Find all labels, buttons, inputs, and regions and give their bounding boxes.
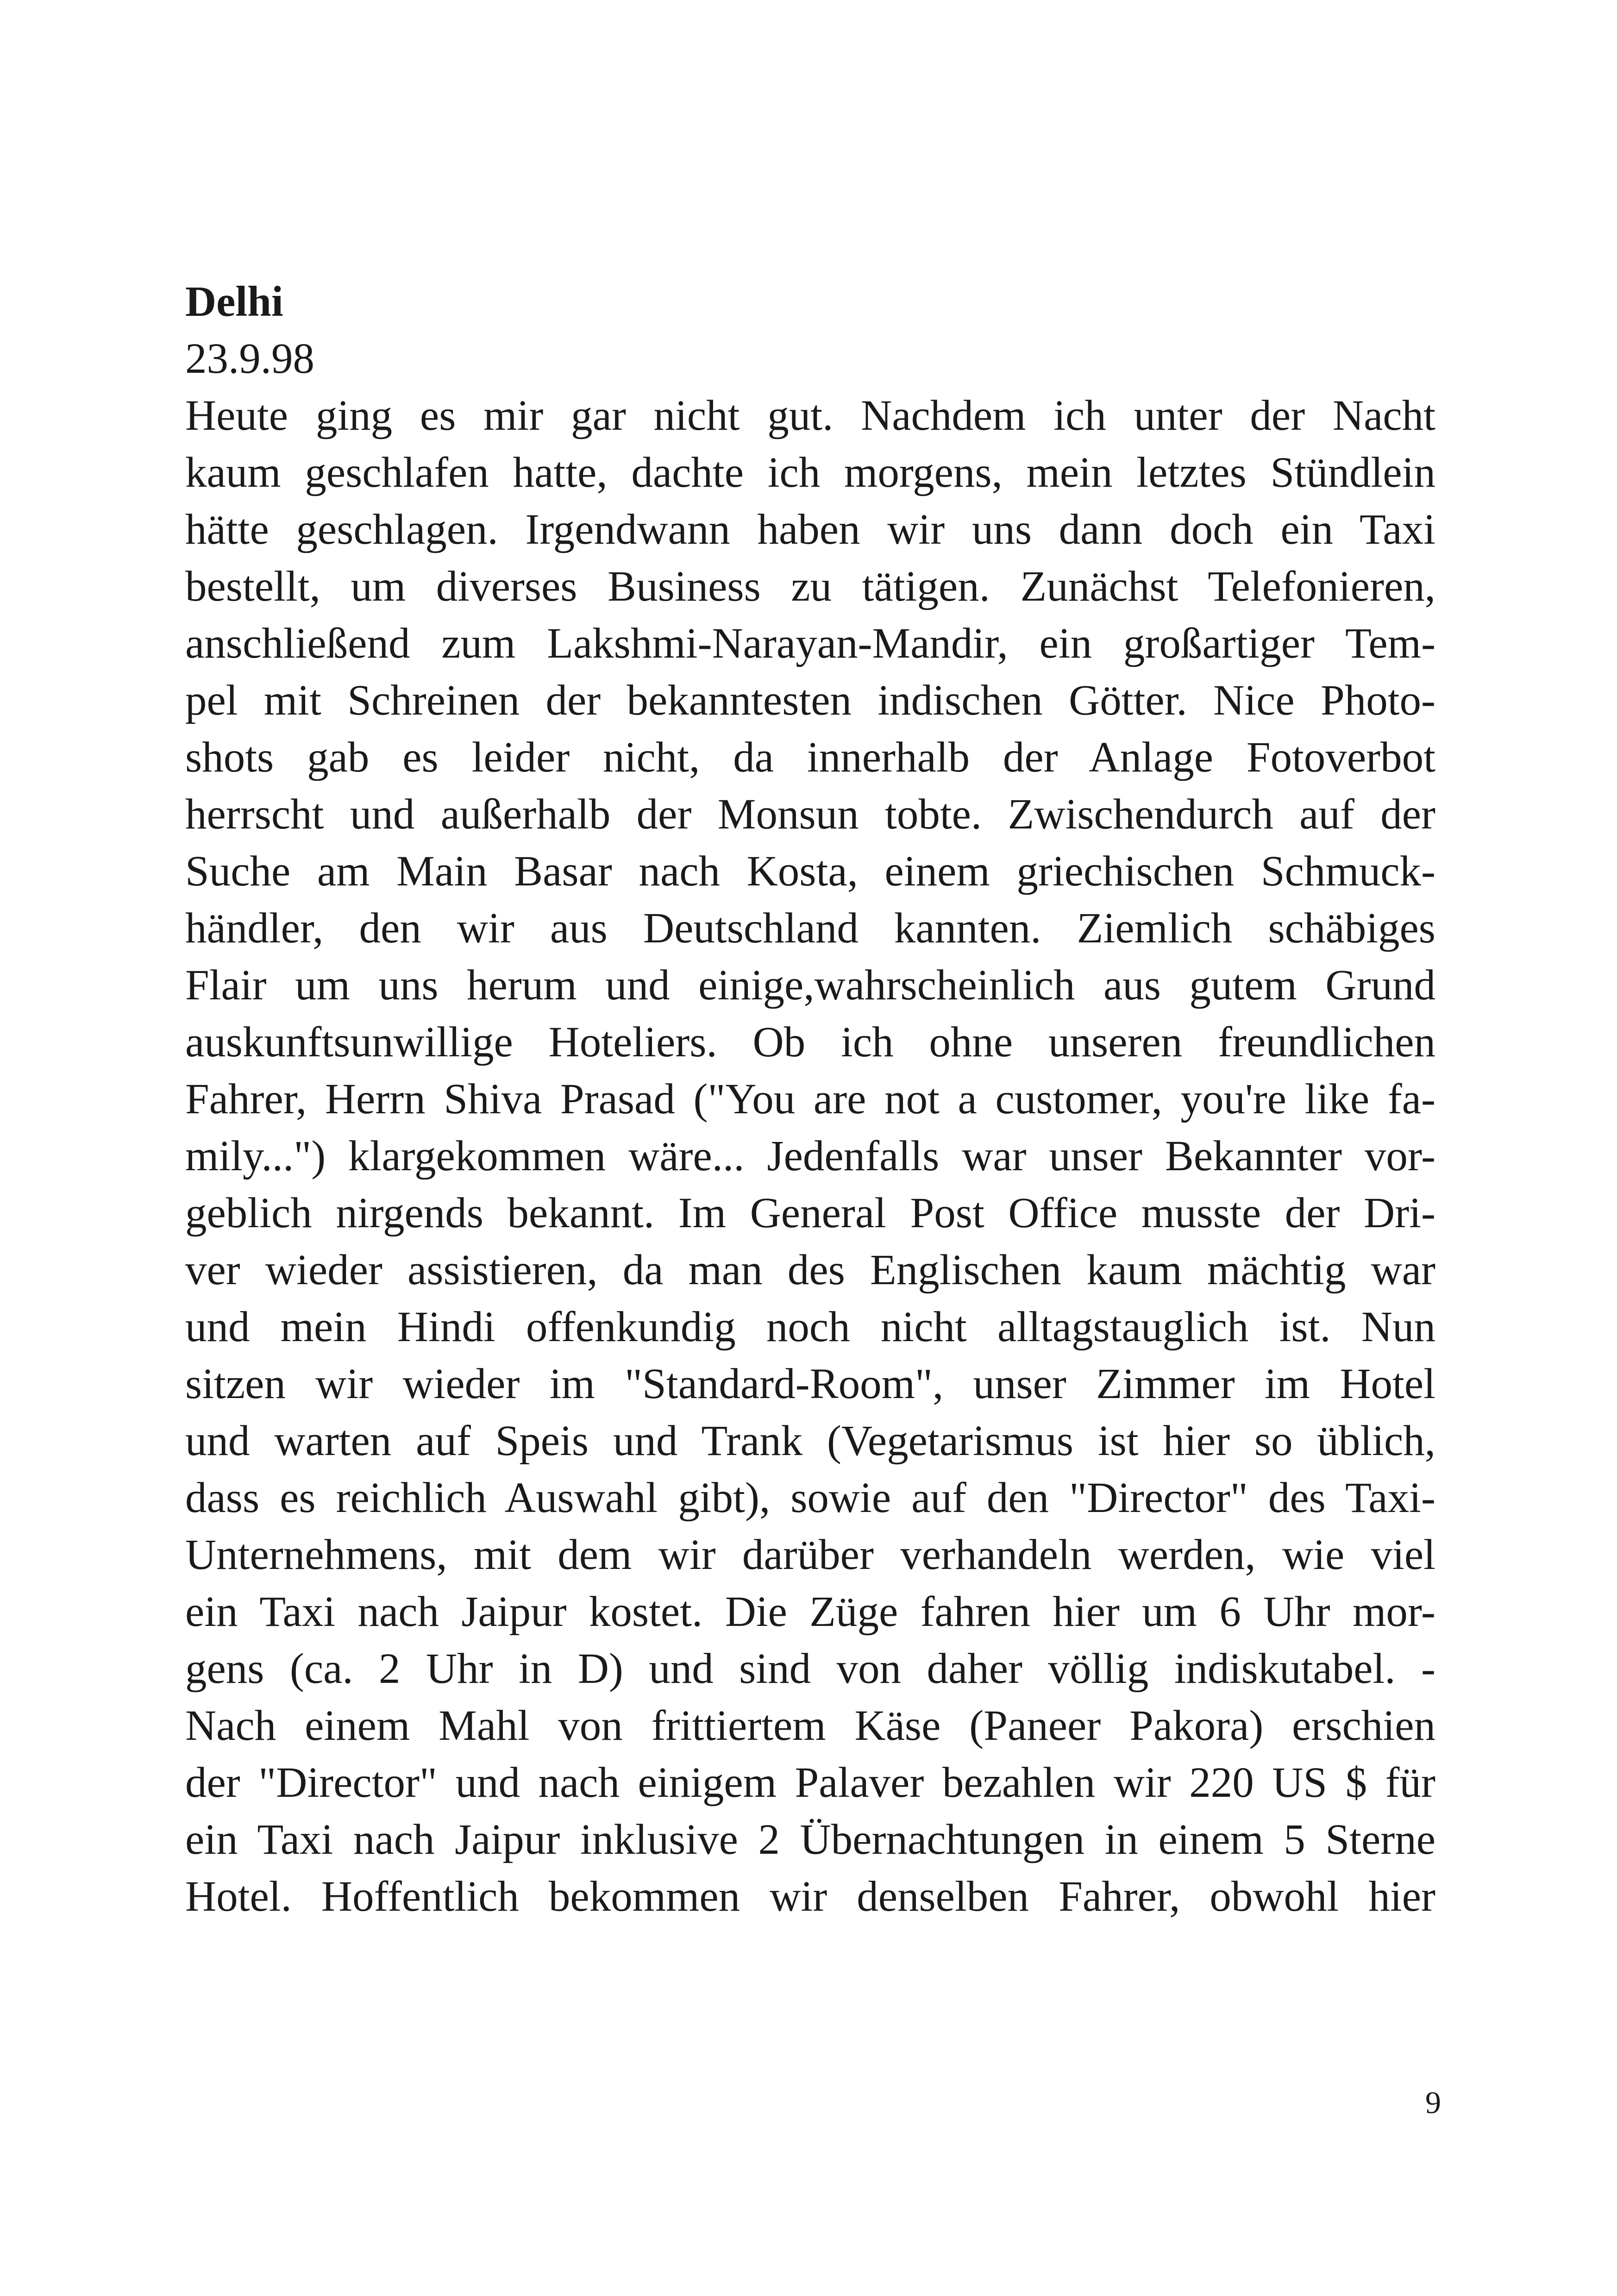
text-line: Fahrer, Herrn Shiva Prasad ("You are not a customer, you're like fa-	[185, 1075, 1435, 1123]
text-line: und warten auf Speis und Trank (Vegetarismus ist hier so üblich,	[185, 1417, 1435, 1465]
section-heading: Delhi	[185, 278, 283, 326]
text-line: dass es reichlich Auswahl gibt), sowie auf den "Director" des Taxi-	[185, 1474, 1435, 1522]
text-line: herrscht und außerhalb der Monsun tobte. Zwischendurch auf der	[185, 790, 1435, 838]
text-line: ein Taxi nach Jaipur kostet. Die Züge fahren hier um 6 Uhr mor-	[185, 1588, 1435, 1636]
text-line: Heute ging es mir gar nicht gut. Nachdem ich unter der Nacht	[185, 392, 1435, 439]
text-line: geblich nirgends bekannt. Im General Post Office musste der Dri-	[185, 1189, 1435, 1237]
text-line: ein Taxi nach Jaipur inklusive 2 Übernachtungen in einem 5 Sterne	[185, 1816, 1435, 1863]
page-number: 9	[1425, 2085, 1441, 2120]
text-line: der "Director" und nach einigem Palaver bezahlen wir 220 US $ für	[185, 1759, 1435, 1807]
text-line: Nach einem Mahl von frittiertem Käse (Paneer Pakora) erschien	[185, 1702, 1435, 1750]
text-line: hätte geschlagen. Irgendwann haben wir uns dann doch ein Taxi	[185, 506, 1435, 553]
text-block	[185, 273, 1435, 1925]
text-line: händler, den wir aus Deutschland kannten. Ziemlich schäbiges	[185, 904, 1435, 952]
text-line: Hotel. Hoffentlich bekommen wir denselben Fahrer, obwohl hier	[185, 1873, 1435, 1920]
entry-date: 23.9.98	[185, 335, 314, 383]
text-line: Suche am Main Basar nach Kosta, einem griechischen Schmuck-	[185, 847, 1435, 895]
text-line: shots gab es leider nicht, da innerhalb der Anlage Fotoverbot	[185, 734, 1435, 781]
text-line: mily...") klargekommen wäre... Jedenfalls war unser Bekannter vor-	[185, 1132, 1435, 1180]
text-line: anschließend zum Lakshmi-Narayan-Mandir, ein großartiger Tem-	[185, 620, 1435, 667]
text-line: Flair um uns herum und einige,wahrscheinlich aus gutem Grund	[185, 961, 1435, 1009]
text-line: und mein Hindi offenkundig noch nicht alltagstauglich ist. Nun	[185, 1303, 1435, 1351]
text-line: auskunftsunwillige Hoteliers. Ob ich ohne unseren freundlichen	[185, 1018, 1435, 1066]
text-line: sitzen wir wieder im "Standard-Room", unser Zimmer im Hotel	[185, 1360, 1435, 1408]
text-line: ver wieder assistieren, da man des Englischen kaum mächtig war	[185, 1246, 1435, 1294]
body-paragraph	[185, 387, 1435, 1925]
text-line: Unternehmens, mit dem wir darüber verhandeln werden, wie viel	[185, 1531, 1435, 1579]
text-line: pel mit Schreinen der bekanntesten indischen Götter. Nice Photo-	[185, 677, 1435, 724]
text-line: bestellt, um diverses Business zu tätigen. Zunächst Telefonieren,	[185, 563, 1435, 610]
text-line: gens (ca. 2 Uhr in D) und sind von daher völlig indiskutabel. -	[185, 1645, 1435, 1693]
text-line: kaum geschlafen hatte, dachte ich morgens, mein letztes Stündlein	[185, 449, 1435, 496]
